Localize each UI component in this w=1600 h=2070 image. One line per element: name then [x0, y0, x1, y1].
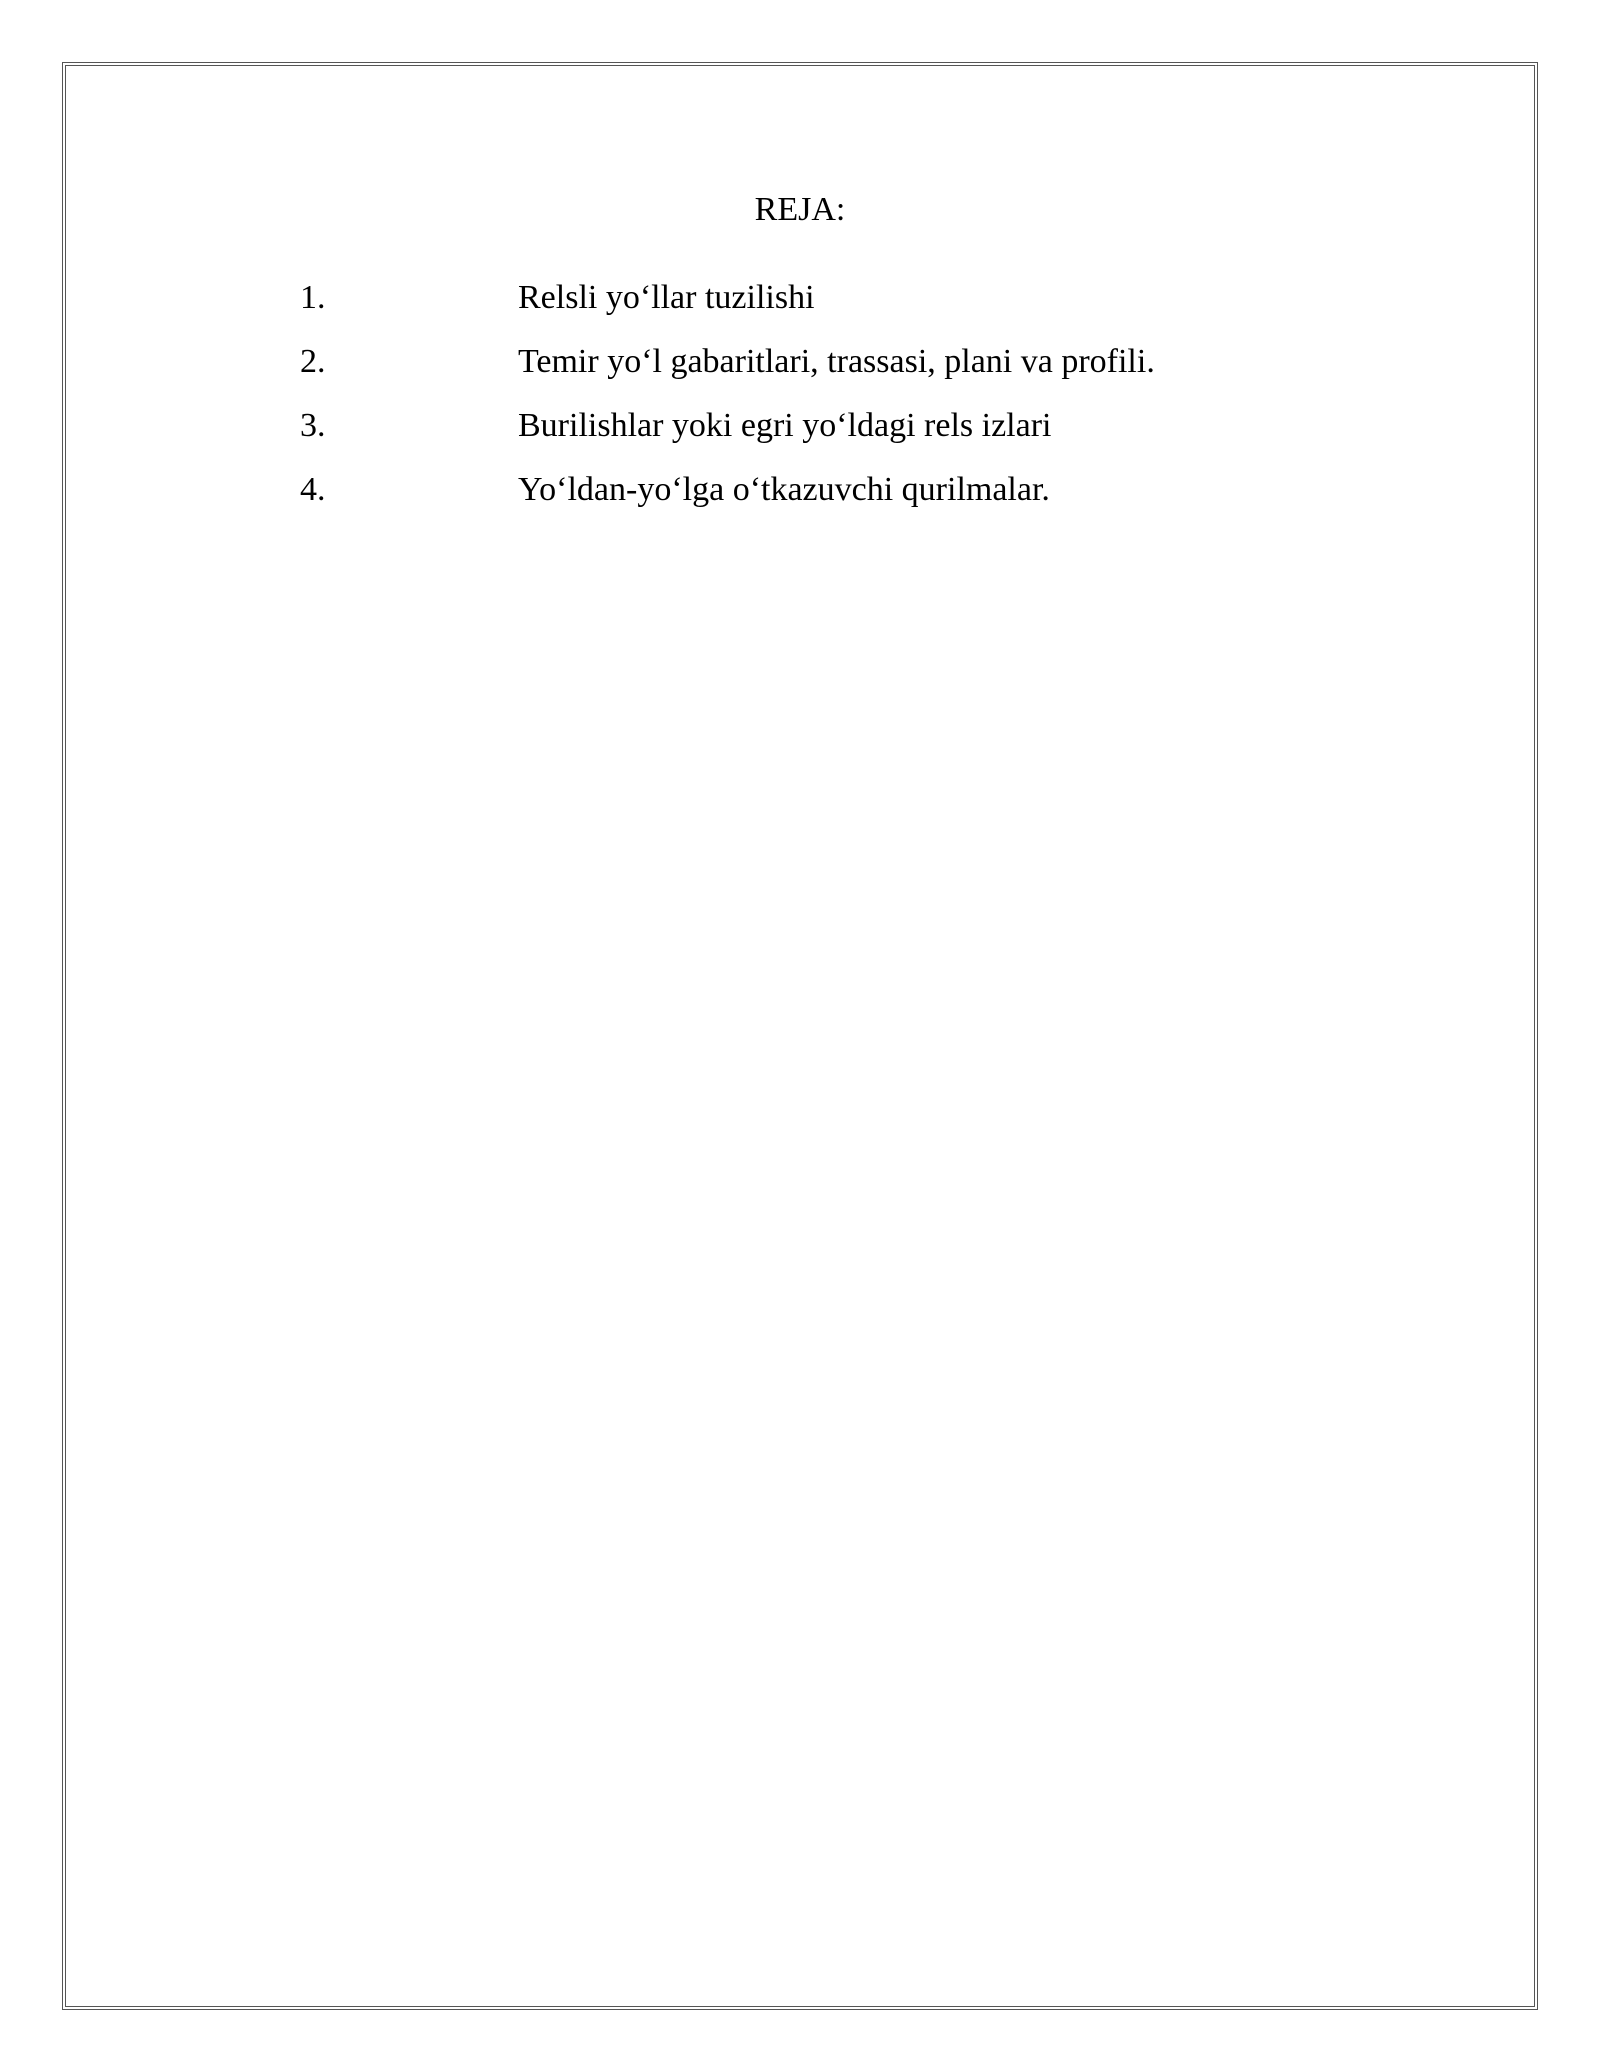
- list-item-number: 1.: [300, 279, 326, 316]
- list-item-number: 3.: [300, 407, 326, 444]
- list-item-text: Temir yo‘l gabaritlari, trassasi, plani va profili.: [518, 343, 1155, 380]
- plan-list: [0, 276, 1600, 532]
- page-title: REJA:: [754, 191, 846, 228]
- list-item-number: 4.: [300, 471, 326, 508]
- list-item: [0, 276, 1600, 340]
- list-item: [0, 404, 1600, 468]
- list-item-number: 2.: [300, 343, 326, 380]
- list-item-text: Relsli yo‘llar tuzilishi: [518, 279, 815, 316]
- list-item: [0, 340, 1600, 404]
- list-item: [0, 468, 1600, 532]
- list-item-text: Yo‘ldan-yo‘lga o‘tkazuvchi qurilmalar.: [518, 471, 1050, 508]
- list-item-text: Burilishlar yoki egri yo‘ldagi rels izlari: [518, 407, 1052, 444]
